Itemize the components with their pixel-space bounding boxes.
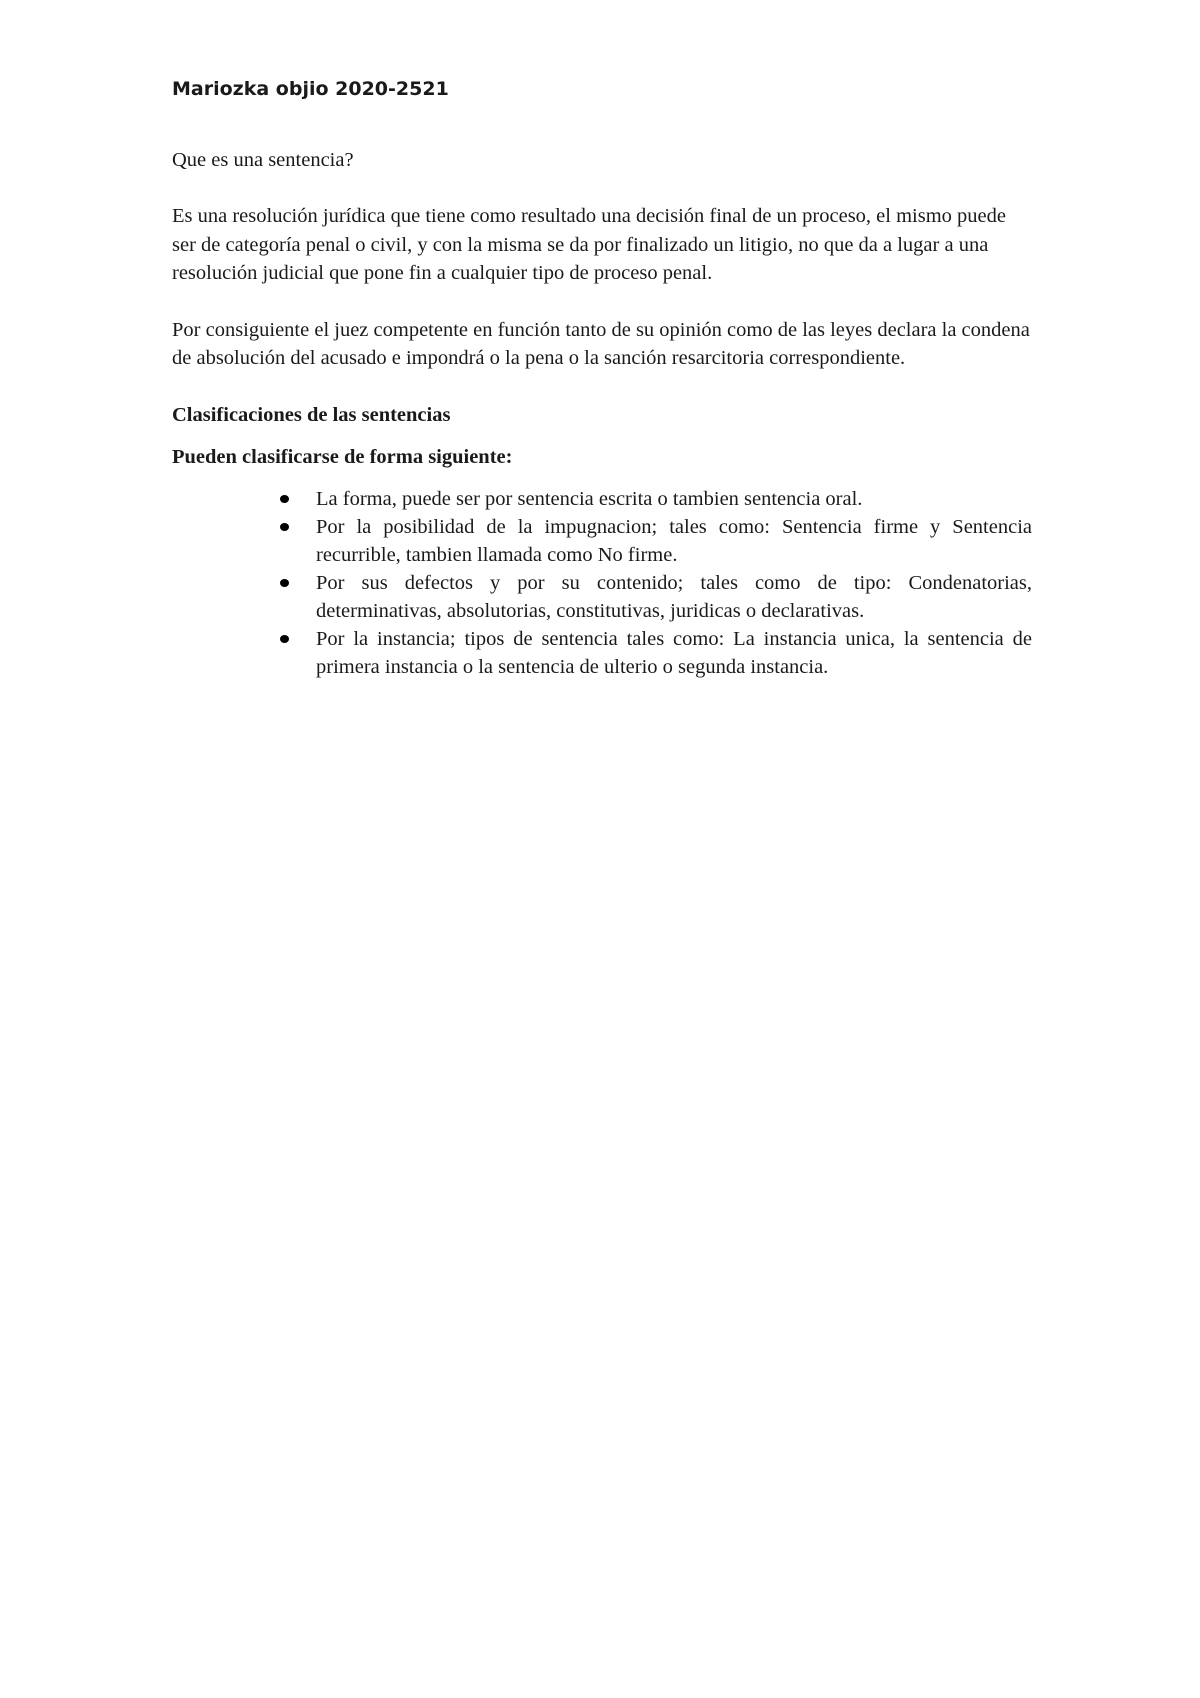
list-item-text: La forma, puede ser por sentencia escrita o tambien sentencia oral. bbox=[316, 487, 863, 510]
bullet-icon bbox=[280, 635, 289, 643]
paragraph-judge: Por consiguiente el juez competente en función tanto de su opinión como de las leyes declara la condena de absolución del acusado e impondrá o la pena o la sanción resarcitoria correspondiente. bbox=[172, 318, 1030, 369]
section-heading: Clasificaciones de las sentencias bbox=[172, 403, 451, 426]
list-item bbox=[172, 569, 1032, 625]
document-body bbox=[172, 66, 1032, 681]
bullet-icon bbox=[280, 495, 289, 503]
bullet-icon bbox=[280, 579, 289, 587]
classification-list bbox=[172, 485, 1032, 681]
list-item bbox=[172, 513, 1032, 569]
paragraph-definition: Es una resolución jurídica que tiene como resultado una decisión final de un proceso, el mismo puede ser de categoría penal o civil, y con la misma se da por finalizado un litigio, no que da a lugar a una resolución judicial que pone fin a cualquier tipo de proceso penal. bbox=[172, 205, 1006, 284]
author-line: Mariozka objio 2020-2521 bbox=[172, 78, 449, 100]
section-subheading: Pueden clasificarse de forma siguiente: bbox=[172, 445, 513, 468]
list-item-text: Por sus defectos y por su contenido; tales como de tipo: Condenatorias, determinativas, absolutorias, constitutivas, juridicas o declarativas. bbox=[316, 571, 1032, 622]
list-item-text: Por la instancia; tipos de sentencia tales como: La instancia unica, la sentencia de primera instancia o la sentencia de ulterio o segunda instancia. bbox=[316, 627, 1032, 678]
list-item-text: Por la posibilidad de la impugnacion; tales como: Sentencia firme y Sentencia recurrible, tambien llamada como No firme. bbox=[316, 515, 1032, 566]
list-item bbox=[172, 485, 1032, 513]
bullet-icon bbox=[280, 523, 289, 531]
list-item bbox=[172, 625, 1032, 681]
question-line: Que es una sentencia? bbox=[172, 149, 354, 171]
